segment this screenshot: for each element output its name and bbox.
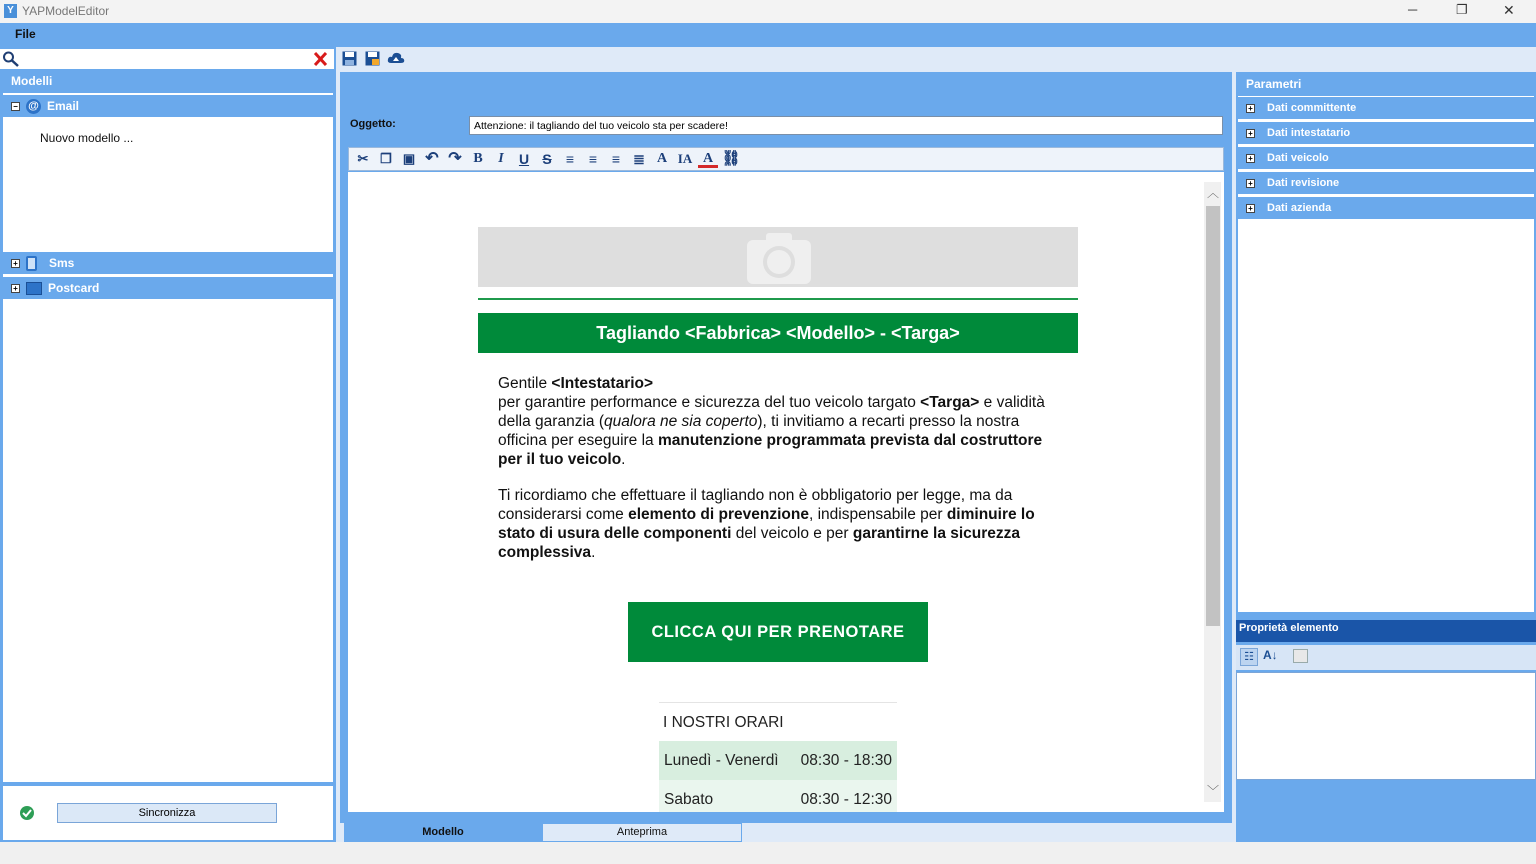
app-icon: Y	[4, 4, 17, 18]
align-left-icon[interactable]: ≡	[565, 151, 575, 167]
expand-icon[interactable]: +	[1246, 154, 1255, 163]
props-toolbar	[1236, 645, 1536, 670]
vertical-scrollbar[interactable]	[1204, 182, 1221, 802]
justify-icon[interactable]: ≣	[633, 151, 645, 167]
font-icon[interactable]: A	[656, 151, 668, 166]
models-list	[3, 69, 333, 782]
list-item[interactable]: Nuovo modello ...	[40, 131, 134, 145]
table-row	[659, 741, 897, 780]
redo-icon[interactable]: ↷	[448, 150, 462, 167]
email-text	[498, 374, 1068, 562]
expand-icon[interactable]: +	[11, 284, 20, 293]
props-grid	[1236, 672, 1536, 780]
expand-icon[interactable]: +	[1246, 204, 1255, 213]
right-top-bar	[1236, 47, 1536, 72]
tab-modello[interactable]: Modello	[344, 823, 542, 842]
paste-icon[interactable]: ▣	[402, 151, 416, 166]
underline-icon[interactable]: U	[518, 151, 530, 167]
divider	[478, 298, 1078, 300]
right-panel	[1236, 72, 1536, 842]
align-center-icon[interactable]: ≡	[588, 151, 598, 167]
undo-icon[interactable]: ↶	[425, 150, 439, 167]
scroll-up-icon[interactable]: ︿	[1207, 186, 1220, 200]
status-bar	[0, 842, 1536, 864]
save-icon[interactable]	[342, 51, 357, 66]
main-toolbar	[336, 47, 1236, 72]
group-postcard-label: Postcard	[48, 281, 100, 295]
group-sms[interactable]	[3, 252, 333, 274]
title-bar	[0, 0, 1536, 23]
table-row	[659, 780, 897, 812]
email-canvas	[348, 172, 1224, 812]
format-toolbar	[348, 147, 1224, 171]
close-button[interactable]: ✕	[1503, 2, 1515, 18]
paragraph-2: Ti ricordiamo che effettuare il tagliando non è obbligatorio per legge, ma da considerarsi come elemento di prevenzione, indispensabile per diminuire lo stato di usura delle componenti del veicolo e per garantirne la sicurezza complessiva.	[498, 487, 1035, 561]
sync-area	[3, 786, 333, 840]
group-email[interactable]	[3, 95, 333, 117]
param-group[interactable]: + Dati revisione	[1238, 172, 1534, 194]
categorized-icon[interactable]: ☷	[1240, 648, 1258, 666]
align-right-icon[interactable]: ≡	[611, 151, 621, 167]
expand-icon[interactable]: +	[1246, 129, 1255, 138]
search-icon	[2, 51, 20, 67]
editor-frame	[340, 72, 1232, 823]
collapse-icon[interactable]: −	[11, 102, 20, 111]
group-email-label: Email	[47, 99, 80, 113]
italic-icon[interactable]: I	[498, 151, 504, 166]
scroll-down-icon[interactable]: ﹀	[1207, 784, 1220, 798]
time-label: 08:30 - 12:30	[800, 790, 892, 808]
subject-label: Oggetto:	[350, 118, 396, 130]
search-input[interactable]	[22, 50, 310, 68]
cta-button[interactable]: CLICCA QUI PER PRENOTARE	[628, 602, 928, 662]
postcard-icon	[26, 282, 42, 295]
image-placeholder	[478, 227, 1078, 287]
sync-button[interactable]: Sincronizza	[57, 803, 277, 823]
copy-icon[interactable]: ❐	[380, 151, 392, 166]
tab-anteprima[interactable]: Anteprima	[542, 823, 742, 842]
greeting: Gentile <Intestatario>	[498, 375, 654, 392]
time-label: 08:30 - 18:30	[800, 751, 892, 769]
group-postcard[interactable]	[3, 277, 333, 299]
expand-icon[interactable]: +	[11, 259, 20, 268]
scroll-thumb[interactable]	[1206, 206, 1220, 626]
subject-input[interactable]	[469, 116, 1223, 135]
models-header: Modelli	[3, 69, 333, 93]
save-as-icon[interactable]	[365, 51, 380, 66]
sort-az-icon[interactable]: A↓	[1263, 648, 1278, 662]
check-icon	[19, 805, 35, 821]
param-group[interactable]: + Dati intestatario	[1238, 122, 1534, 144]
hours-table	[659, 702, 897, 812]
center-panel	[336, 47, 1236, 842]
font-color-icon[interactable]: A	[698, 151, 718, 168]
phone-icon	[26, 256, 37, 271]
clear-search-icon[interactable]	[313, 52, 328, 66]
window-title: YAPModelEditor	[22, 4, 110, 18]
restore-button[interactable]: ❐	[1456, 2, 1468, 17]
cut-icon[interactable]: ✂	[357, 151, 369, 166]
expand-icon[interactable]: +	[1246, 179, 1255, 188]
hours-title: I NOSTRI ORARI	[659, 702, 897, 741]
paragraph-1: per garantire performance e sicurezza del tuo veicolo targato <Targa> e validità della garanzia (qualora ne sia coperto), ti invitiamo a recarti presso la nostra officina per eseguire la manutenzione programmata prevista dal costruttore per il tuo veicolo.	[498, 394, 1045, 468]
expand-icon[interactable]: +	[1246, 104, 1255, 113]
menu-bar	[0, 23, 1536, 47]
param-group[interactable]: + Dati azienda	[1238, 197, 1534, 219]
params-list	[1238, 72, 1534, 612]
bold-icon[interactable]: B	[473, 151, 483, 166]
search-bar	[0, 49, 334, 69]
minimize-button[interactable]: ─	[1408, 2, 1418, 17]
cloud-upload-icon[interactable]	[387, 51, 405, 66]
camera-icon	[746, 230, 812, 286]
props-header: Proprietà elemento	[1236, 620, 1536, 642]
property-pages-icon[interactable]	[1293, 649, 1308, 663]
at-icon: @	[26, 99, 41, 114]
day-label: Sabato	[664, 790, 714, 808]
group-sms-label: Sms	[49, 256, 75, 270]
params-header: Parametri	[1238, 72, 1534, 96]
strikethrough-icon[interactable]: S	[542, 151, 552, 167]
link-icon[interactable]: ⛓	[721, 150, 741, 167]
left-panel	[0, 47, 336, 842]
param-group[interactable]: + Dati veicolo	[1238, 147, 1534, 169]
day-label: Lunedì - Venerdì	[664, 751, 779, 769]
menu-file[interactable]: File	[15, 27, 36, 41]
banner-title: Tagliando <Fabbrica> <Modello> - <Targa>	[478, 313, 1078, 353]
font-size-icon[interactable]: IA	[677, 151, 693, 166]
param-group[interactable]: + Dati committente	[1238, 97, 1534, 119]
